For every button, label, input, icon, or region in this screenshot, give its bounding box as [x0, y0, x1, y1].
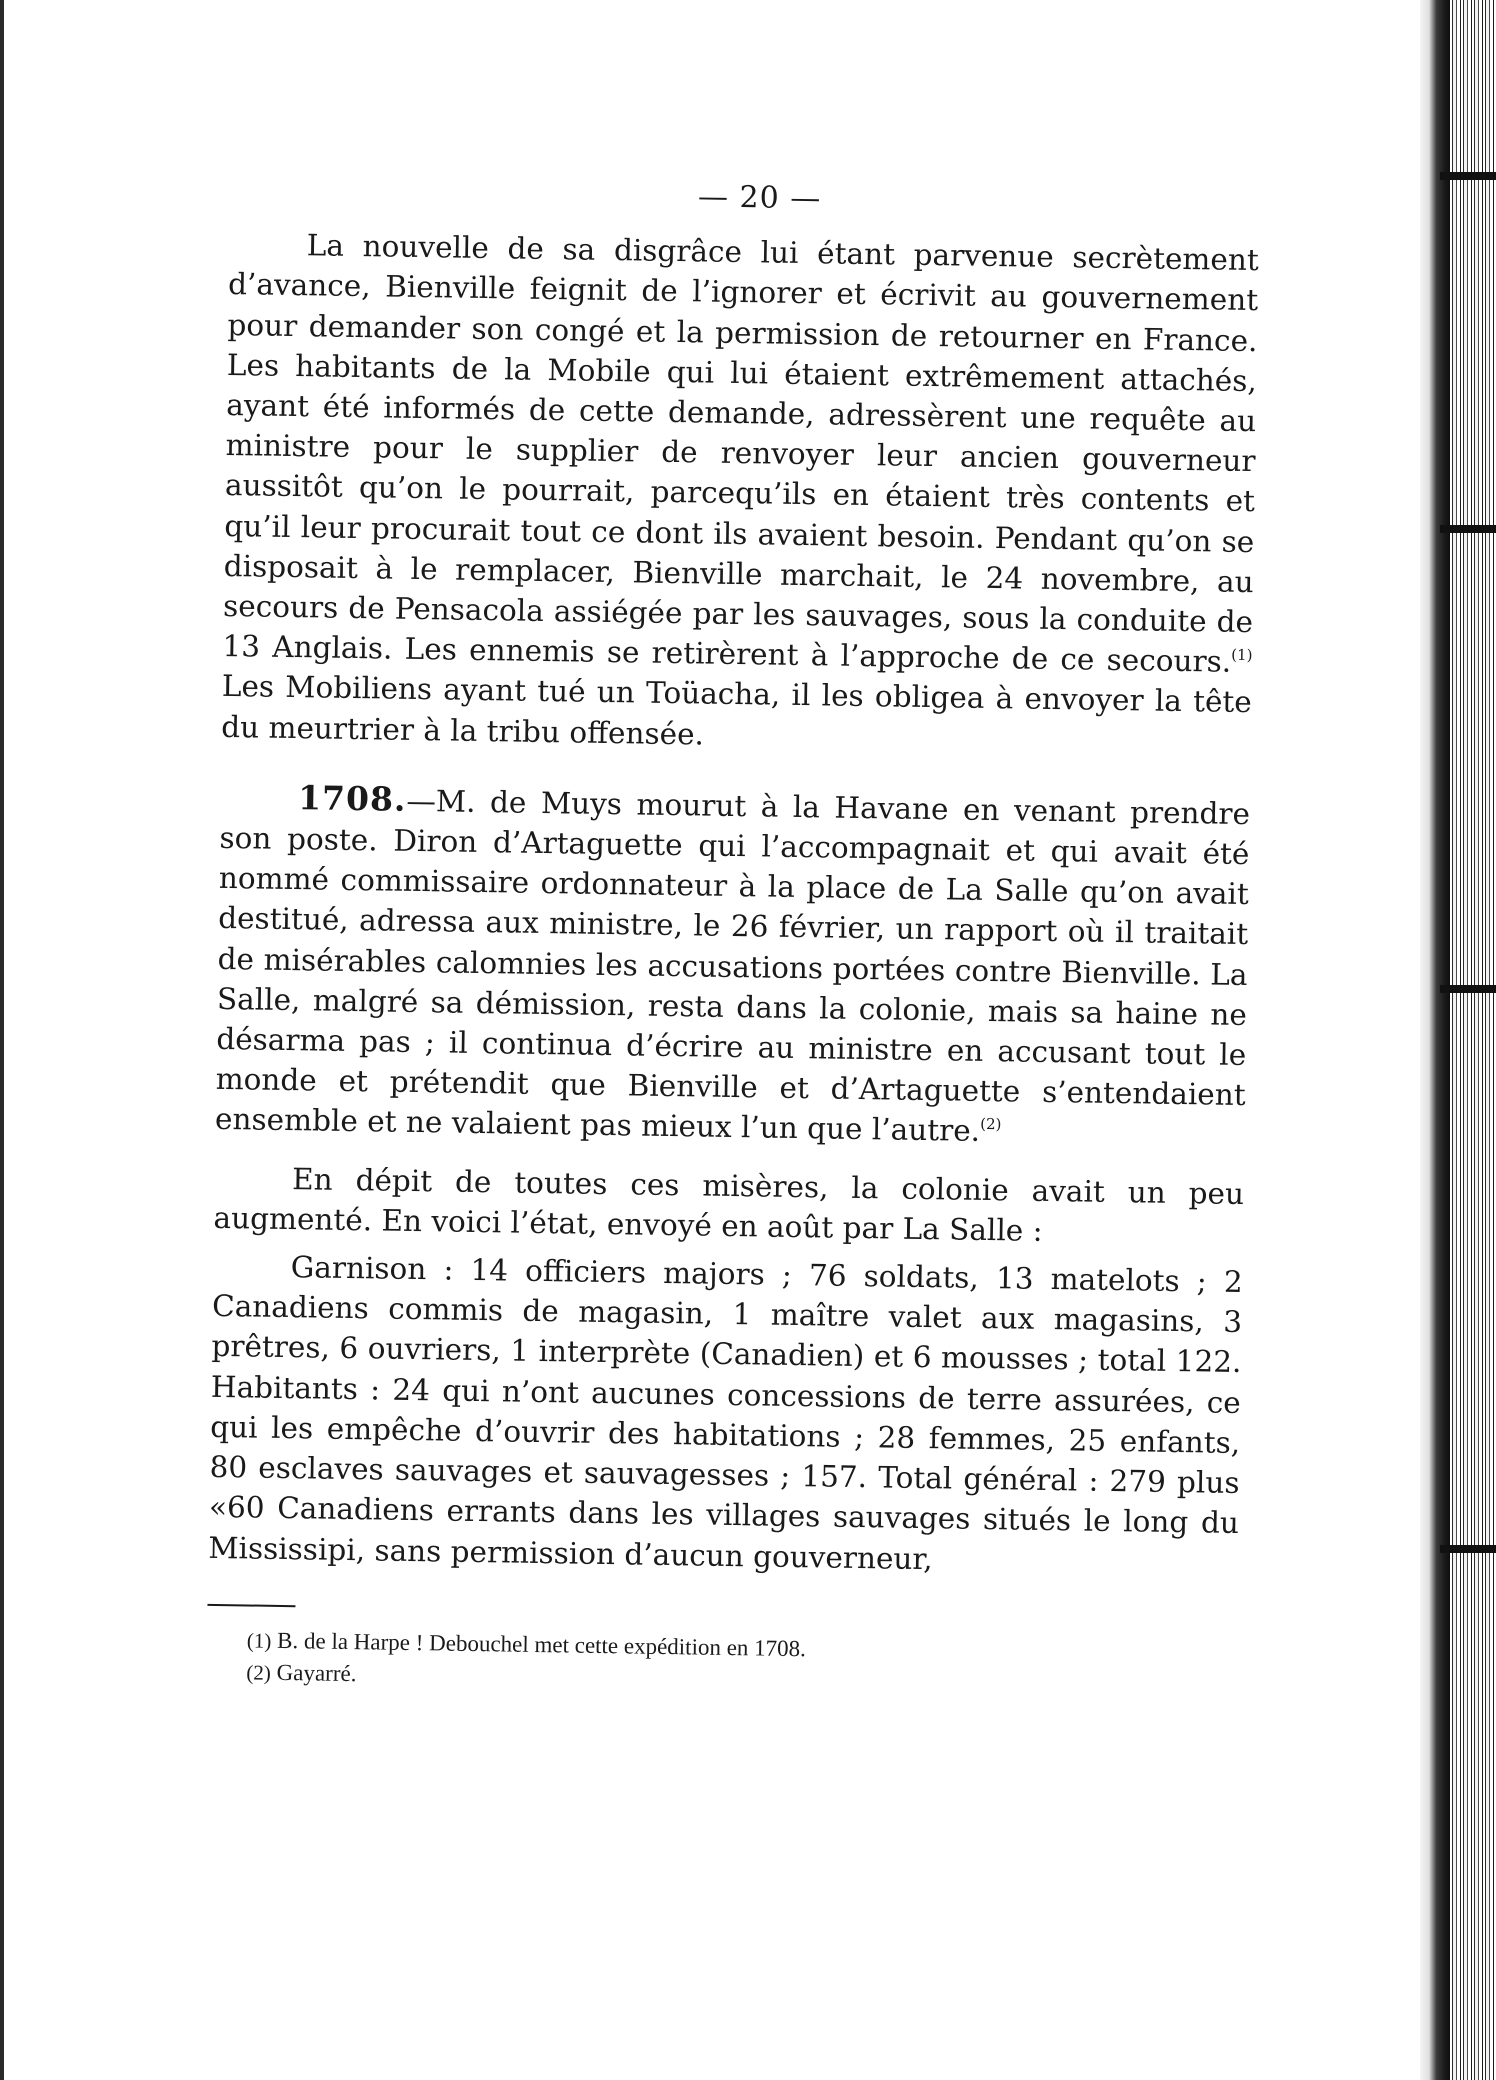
page-left-edge	[0, 0, 4, 2080]
year-heading: 1708.	[297, 777, 407, 819]
footnote-divider	[207, 1604, 295, 1607]
paragraph-text: Les Mobiliens ayant tué un Toüacha, il les obligea à envoyer la tête du meurtrier à la tribu offensée.	[220, 669, 1253, 752]
footnote-marker: (1)	[246, 1628, 272, 1653]
footnote-ref-2: (2)	[980, 1115, 1002, 1134]
paragraph-1708	[215, 777, 1251, 1156]
page-number: — 20 —	[697, 179, 822, 217]
spine-mark	[1440, 172, 1496, 180]
book-spine	[1420, 0, 1450, 2080]
footnote-ref-1: (1)	[1231, 646, 1253, 665]
footnote-text: B. de la Harpe ! Debouchel met cette expédition en 1708.	[271, 1627, 807, 1661]
footnote-text: Gayarré.	[270, 1659, 357, 1686]
paragraph-text: —M. de Muys mourut à la Havane en venant prendre son poste. Diron d’Artaguette qui l’accompagnait et qui avait été nommé commissaire ordonnateur à la place de La Salle qu’on avait destitué, adressa aux ministre, le 26 février, un rapport où il traitait de misérables calomnies les accusations portées contre Bienville. La Salle, malgré sa démission, resta dans la colonie, mais sa haine ne désarma pas ; il continua d’écrire au ministre en accusant tout le monde et prétendit que Bienville et d’Artaguette s’entendaient ensemble et ne valaient pas mieux l’un que l’autre.	[214, 783, 1251, 1149]
paragraph-colony-state: En dépit de toutes ces misères, la colonie avait un peu augmenté. En voici l’état, envoyé en août par La Salle :	[213, 1161, 1245, 1248]
spine-mark	[1440, 1545, 1496, 1553]
paragraph-census: Garnison : 14 officiers majors ; 76 soldats, 13 matelots ; 2 Canadiens commis de magasin, 1 maître valet aux magasins, 3 prêtres, 6 ouvriers, 1 interprète (Canadien) et 6 mousses ; total 122. Habitants : 24 qui n’ont aucunes concessions de terre assurées, ce qui les empêche d’ouvrir des habitations ; 28 femmes, 25 enfants, 80 esclaves sauvages et sauvagesses ; 157. Total général : 279 plus «60 Canadiens errants dans les villages sauvages situés le long du Mississipi, sans permission d’aucun gouverneur,	[208, 1250, 1243, 1576]
spine-mark	[1440, 525, 1496, 533]
page-content	[206, 170, 1260, 1704]
footnote-marker: (2)	[246, 1660, 272, 1685]
paragraph-bienville-disgrace	[221, 224, 1259, 763]
page-edges	[1450, 0, 1496, 2080]
spine-mark	[1440, 985, 1496, 993]
paragraph-text: La nouvelle de sa disgrâce lui étant parvenue secrètement d’avance, Bienville feignit de l’ignorer et écrivit au gouvernement pour demander son congé et la permission de retourner en France. Les habitants de la Mobile qui lui étaient extrêmement attachés, ayant été informés de cette demande, adressèrent une requête au ministre pour le supplier de renvoyer leur ancien gouverneur aussitôt qu’on le pourrait, parcequ’ils en étaient très contents et qu’il leur procurait tout ce dont ils avaient besoin. Pendant qu’on se disposait à le remplacer, Bienville marchait, le 24 novembre, au secours de Pensacola assiégée par les sauvages, sous la conduite de 13 Anglais. Les ennemis se retirèrent à l’approche de ce secours.	[222, 228, 1259, 680]
